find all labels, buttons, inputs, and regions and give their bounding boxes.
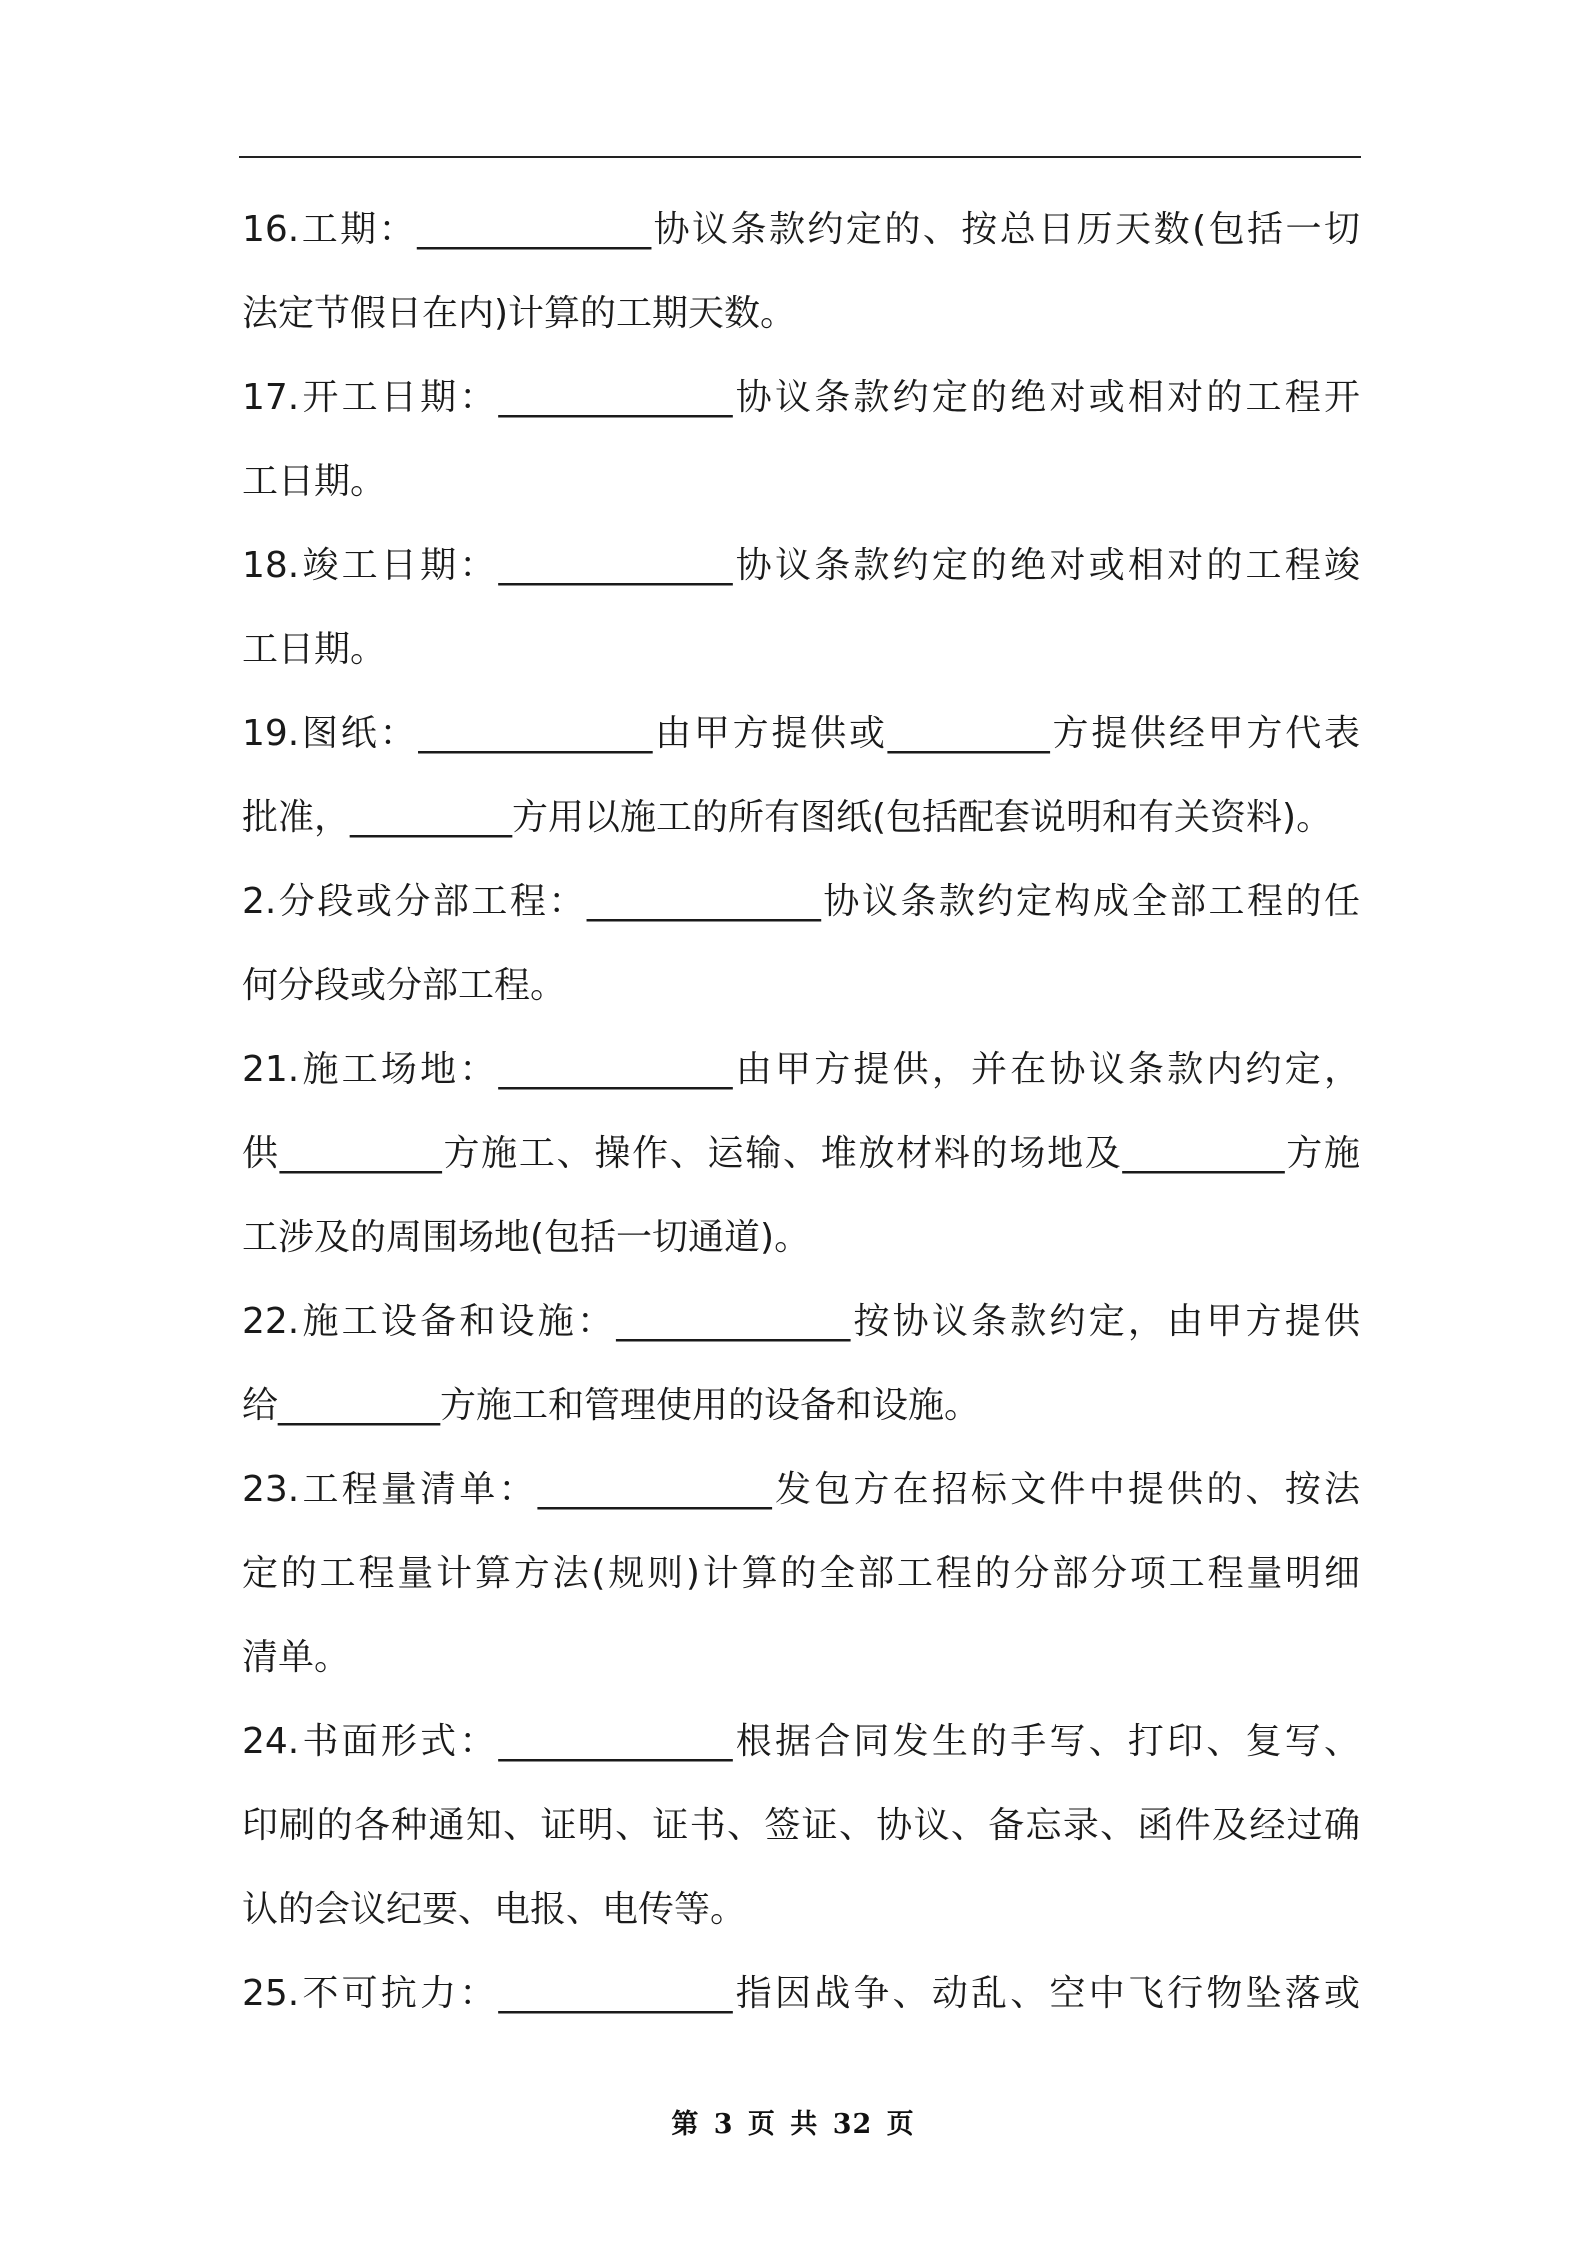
clause-17: [242, 356, 1360, 524]
clause-16: [242, 188, 1360, 356]
clause-19: [242, 692, 1360, 860]
clause-line: 何分段或分部工程。: [242, 965, 567, 1006]
clause-line: 19.图纸：_____________由甲方提供或_________方提供经甲方代表: [242, 713, 1360, 754]
clause-line: 23.工程量清单：_____________发包方在招标文件中提供的、按法: [242, 1469, 1360, 1510]
clause-22: [242, 1280, 1360, 1448]
clause-line: 法定节假日在内)计算的工期天数。: [242, 293, 797, 334]
clause-line: 供_________方施工、操作、运输、堆放材料的场地及_________方施: [242, 1133, 1360, 1174]
clause-line: 25.不可抗力：_____________指因战争、动乱、空中飞行物坠落或: [242, 1973, 1360, 2014]
document-body: [242, 188, 1360, 2036]
clause-line: 批准，_________方用以施工的所有图纸(包括配套说明和有关资料)。: [242, 797, 1333, 838]
clause-24: [242, 1700, 1360, 1952]
clause-line: 16.工期：_____________协议条款约定的、按总日历天数(包括一切: [242, 209, 1360, 250]
clause-line: 17.开工日期：_____________协议条款约定的绝对或相对的工程开: [242, 377, 1360, 418]
clause-line: 18.竣工日期：_____________协议条款约定的绝对或相对的工程竣: [242, 545, 1360, 586]
clause-2: [242, 860, 1360, 1028]
clause-line: 2.分段或分部工程：_____________协议条款约定构成全部工程的任: [242, 881, 1360, 922]
clause-25: [242, 1952, 1360, 2036]
clause-line: 22.施工设备和设施：_____________按协议条款约定，由甲方提供: [242, 1301, 1360, 1342]
clause-18: [242, 524, 1360, 692]
page-number: 第 3 页 共 32 页: [671, 2109, 915, 2140]
clause-21: [242, 1028, 1360, 1280]
clause-line: 定的工程量计算方法(规则)计算的全部工程的分部分项工程量明细: [242, 1553, 1360, 1594]
clause-line: 印刷的各种通知、证明、证书、签证、协议、备忘录、函件及经过确: [242, 1805, 1360, 1846]
clause-line: 给_________方施工和管理使用的设备和设施。: [242, 1385, 981, 1426]
clause-line: 工日期。: [242, 461, 387, 502]
clause-line: 清单。: [242, 1637, 351, 1678]
header-rule: [239, 156, 1361, 158]
clause-line: 24.书面形式：_____________根据合同发生的手写、打印、复写、: [242, 1721, 1360, 1762]
clause-line: 工日期。: [242, 629, 387, 670]
clause-23: [242, 1448, 1360, 1700]
clause-line: 21.施工场地：_____________由甲方提供，并在协议条款内约定，: [242, 1049, 1360, 1090]
clause-line: 认的会议纪要、电报、电传等。: [242, 1889, 747, 1930]
clause-line: 工涉及的周围场地(包括一切通道)。: [242, 1217, 811, 1258]
